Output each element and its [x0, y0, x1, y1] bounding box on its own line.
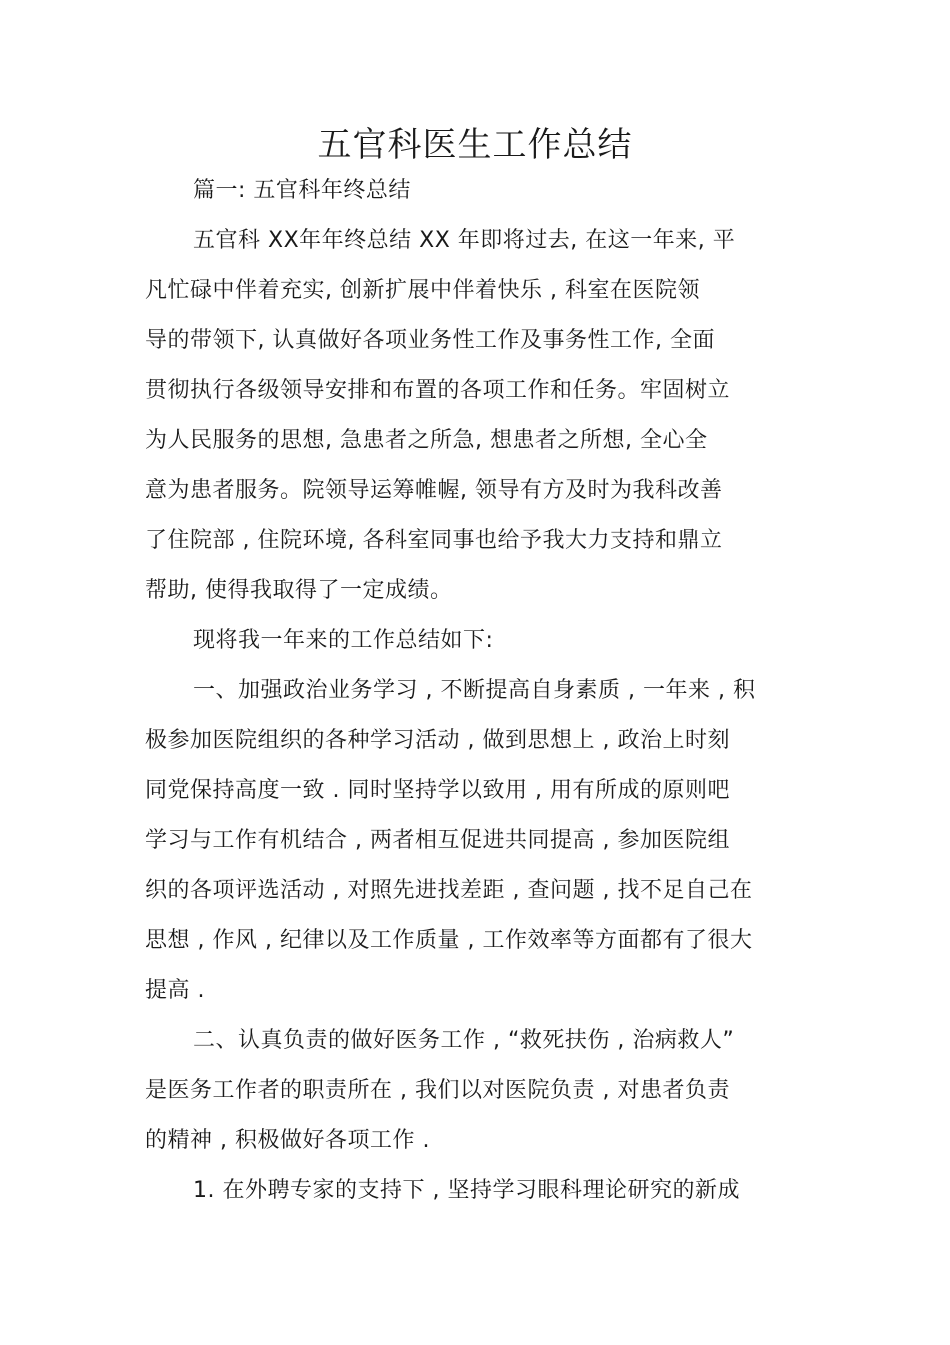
paragraph-line: 一、加强政治业务学习 , 不断提高自身素质 , 一年来 , 积	[193, 678, 756, 703]
paragraph-line: 意为患者服务。院领导运筹帷幄, 领导有方及时为我科改善	[145, 478, 723, 503]
paragraph-line: 二、认真负责的做好医务工作 , “救死扶伤 , 治病救人”	[193, 1028, 735, 1053]
paragraph-line: 现将我一年来的工作总结如下:	[193, 628, 494, 653]
paragraph-line: 织的各项评选活动 , 对照先进找差距 , 查问题 , 找不足自己在	[145, 878, 753, 903]
paragraph-line: 极参加医院组织的各种学习活动 , 做到思想上 , 政治上时刻	[145, 728, 730, 753]
paragraph-line: 学习与工作有机结合 , 两者相互促进共同提高 , 参加医院组	[145, 828, 730, 853]
section-heading: 篇一: 五官科年终总结	[193, 178, 411, 203]
paragraph-line: 五官科 XX年年终总结 XX 年即将过去, 在这一年来, 平	[193, 228, 736, 253]
paragraph-line: 帮助, 使得我取得了一定成绩。	[145, 578, 453, 603]
paragraph-line: 1. 在外聘专家的支持下 , 坚持学习眼科理论研究的新成	[193, 1178, 740, 1203]
paragraph-line: 了住院部 , 住院环境, 各科室同事也给予我大力支持和鼎立	[145, 528, 723, 553]
document-title: 五官科医生工作总结	[317, 125, 633, 165]
paragraph-line: 是医务工作者的职责所在 , 我们以对医院负责 , 对患者负责	[145, 1078, 730, 1103]
paragraph-line: 贯彻执行各级领导安排和布置的各项工作和任务。牢固树立	[145, 378, 731, 403]
paragraph-line: 凡忙碌中伴着充实, 创新扩展中伴着快乐 , 科室在医院领	[145, 278, 700, 303]
paragraph-line: 为人民服务的思想, 急患者之所急, 想患者之所想, 全心全	[145, 428, 708, 453]
paragraph-line: 的精神 , 积极做好各项工作 .	[145, 1128, 430, 1153]
paragraph-line: 提高 .	[145, 978, 205, 1003]
paragraph-line: 思想 , 作风 , 纪律以及工作质量 , 工作效率等方面都有了很大	[145, 928, 753, 953]
paragraph-line: 导的带领下, 认真做好各项业务性工作及事务性工作, 全面	[145, 328, 715, 353]
paragraph-line: 同党保持高度一致 . 同时坚持学以致用 , 用有所成的原则吧	[145, 778, 730, 803]
